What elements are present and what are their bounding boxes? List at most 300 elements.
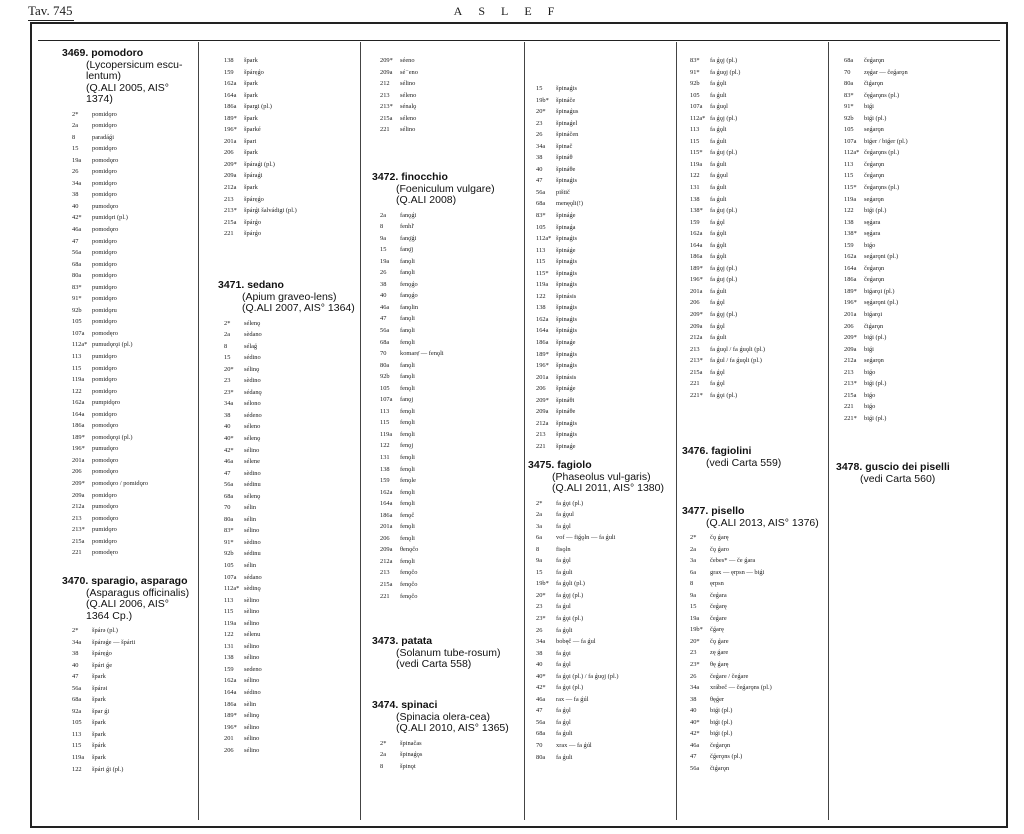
dialect-form: šparké [244, 126, 261, 134]
table-row [844, 321, 1004, 333]
dialect-form: špinaǵis [556, 419, 577, 427]
location-code: 46a [690, 741, 700, 749]
dialect-form: seǵarǫn [864, 195, 884, 203]
location-code: 221 [380, 126, 390, 134]
location-code: 119a [536, 281, 549, 289]
dialect-form: špárǝi [92, 684, 108, 692]
location-code: 46a [536, 695, 546, 703]
table-row [224, 398, 358, 410]
table-row [844, 78, 1004, 90]
location-code: 38 [224, 411, 231, 419]
dialect-form: fa ǵǫli [556, 626, 573, 634]
table-row [72, 386, 194, 398]
location-code: 9a [380, 234, 387, 242]
dialect-form: sélene [244, 458, 260, 466]
location-code: 119a [690, 160, 703, 168]
entry-rows [62, 625, 194, 775]
entry-number: 3477. [682, 505, 709, 517]
table-row [536, 441, 674, 453]
dialect-form: špari [244, 137, 257, 145]
table-row [690, 159, 826, 171]
table-row [690, 182, 826, 194]
table-row [380, 101, 522, 113]
location-code: 19a [690, 614, 700, 622]
location-code: 9a [690, 591, 697, 599]
table-row [536, 337, 674, 349]
location-code: 68a [72, 260, 82, 268]
location-code: 162a [844, 253, 857, 261]
table-row [72, 259, 194, 271]
location-code: 15 [536, 568, 543, 576]
dialect-form: pumidǫri (pl.) [92, 214, 128, 222]
dialect-form: pištič [556, 188, 570, 196]
table-row [224, 375, 358, 387]
dialect-form: fa ǵǫli [710, 253, 727, 261]
location-code: 213 [690, 345, 700, 353]
location-code: 92b [72, 306, 82, 314]
location-code: 113 [536, 246, 546, 254]
location-code: 19b* [536, 96, 549, 104]
dialect-form: pomidǫro [92, 191, 117, 199]
table-row [690, 740, 826, 752]
table-row [536, 498, 674, 510]
location-code: 138 [690, 195, 700, 203]
table-row [224, 147, 356, 159]
table-row [72, 443, 194, 455]
dialect-form: bobęč — fa ǵul [556, 638, 596, 646]
dialect-form: sèlino [244, 608, 260, 616]
entry-name: sedano [247, 279, 284, 291]
location-code: 213* [224, 207, 237, 215]
entry-name: fagiolo [557, 459, 592, 471]
table-row [536, 106, 674, 118]
location-code: 213 [536, 431, 546, 439]
location-code: 215a [380, 114, 393, 122]
dialect-form: fanǫǵo [400, 292, 418, 300]
entry-rows [224, 55, 356, 240]
table-row [224, 606, 358, 618]
location-code: 138 [536, 304, 546, 312]
entry-3476 [682, 446, 826, 469]
entry-rows [536, 83, 674, 453]
location-code: 215a [72, 537, 85, 545]
location-code: 42* [536, 684, 546, 692]
dialect-form: špináčen [556, 131, 579, 139]
location-code: 56a [536, 718, 546, 726]
location-code: 23* [690, 661, 700, 669]
dialect-form: pomodǫro [92, 422, 119, 430]
location-code: 34a [72, 638, 82, 646]
table-row [224, 491, 358, 503]
dialect-form: seǵarǫn [864, 126, 884, 134]
dialect-form: fa ǵǫli [710, 80, 727, 88]
dialect-form: fanǫǵi [400, 211, 417, 219]
dialect-form: xrábeč — čeǵarǫns (pl.) [710, 684, 772, 692]
location-code: 23* [536, 614, 546, 622]
dialect-form: biǵi [864, 345, 874, 353]
dialect-form: fa ǵǫi (pl.) [556, 684, 584, 692]
location-code: 70 [380, 350, 387, 358]
location-code: 122 [72, 387, 82, 395]
location-code: 221 [380, 592, 390, 600]
location-code: 3a [690, 557, 697, 565]
location-code: 38 [536, 649, 543, 657]
entry-latin: (Asparagus officinalis) [86, 586, 190, 599]
location-code: 92b [380, 373, 390, 381]
table-row [72, 351, 194, 363]
dialect-form: fa ǵǫl [556, 718, 571, 726]
dialect-form: fa ǵǫl [710, 380, 725, 388]
table-row [380, 761, 522, 773]
location-code: 221 [690, 380, 700, 388]
entry-name: fagiolini [711, 445, 752, 457]
dialect-form: fa ǵuli [710, 184, 727, 192]
location-code: 46a [72, 225, 82, 233]
location-code: 83* [224, 527, 234, 535]
table-row [690, 659, 826, 671]
table-row [536, 406, 674, 418]
table-row [224, 113, 356, 125]
location-code: 209* [690, 311, 703, 319]
dialect-form: špári ǵe [92, 661, 113, 669]
location-code: 26 [690, 672, 697, 680]
location-code: 105 [380, 384, 390, 392]
entry-3477-continued [844, 52, 1004, 425]
table-row [690, 624, 826, 636]
location-code: 2* [536, 499, 543, 507]
table-row [690, 355, 826, 367]
location-code: 215a [690, 368, 703, 376]
dialect-form: fa ǵuǫl / fa ǵuǫli (pl.) [710, 345, 766, 353]
dialect-form: pumidǫro [92, 526, 117, 534]
location-code: 206 [690, 299, 700, 307]
location-code: 20* [224, 365, 234, 373]
location-code: 122 [844, 207, 854, 215]
dialect-form: fa ǵǫl [556, 557, 571, 565]
table-row [536, 95, 674, 107]
table-row [72, 752, 194, 764]
dialect-form: pomodęro [92, 549, 118, 557]
location-code: 15 [224, 354, 231, 362]
location-code: 2a [380, 211, 387, 219]
location-code: 40* [224, 434, 234, 442]
entry-rows [372, 738, 522, 773]
table-row [380, 244, 522, 256]
entry-heading [836, 462, 1004, 485]
location-code: 164a [72, 410, 85, 418]
location-code: 131 [380, 453, 390, 461]
location-code: 23 [690, 649, 697, 657]
table-row [844, 205, 1004, 217]
location-code: 68a [536, 200, 546, 208]
dialect-form: pomodǫro [92, 456, 119, 464]
table-row [72, 524, 194, 536]
dialect-form: fenǫčo [400, 581, 418, 588]
location-code: 56a [380, 326, 390, 334]
location-code: 113 [224, 596, 234, 604]
dialect-form: špark [244, 149, 258, 157]
dialect-form: biǵi (pl.) [864, 114, 887, 122]
table-row [844, 286, 1004, 298]
table-row [72, 305, 194, 317]
location-code: 115 [72, 742, 82, 750]
table-row [224, 699, 358, 711]
dialect-form: fa ǵuj (pl.) [710, 276, 738, 284]
table-row [224, 572, 358, 584]
location-code: 38 [72, 650, 79, 658]
dialect-form: špináθe [556, 408, 576, 416]
dialect-form: špináǵis [556, 327, 577, 335]
dialect-form: sélino [400, 80, 416, 88]
location-code: 186a [224, 700, 237, 708]
dialect-form: sèdano [244, 331, 262, 339]
location-code: 38 [536, 154, 543, 162]
table-row [690, 205, 826, 217]
entry-reference: (Q.ALI 2013, AIS° 1376) [706, 516, 819, 529]
table-row [690, 67, 826, 79]
location-code: 213* [380, 103, 393, 111]
entry-number: 3478. [836, 461, 863, 473]
dialect-form: sèdino [244, 377, 261, 385]
table-row [72, 166, 194, 178]
location-code: 221 [72, 549, 82, 557]
table-row [224, 90, 356, 102]
location-code: 196* [536, 362, 549, 370]
table-row [536, 175, 674, 187]
dialect-form: fenǫli [400, 465, 415, 473]
dialect-form: čǫ ǵarę [710, 534, 729, 541]
table-row [536, 291, 674, 303]
dialect-form: sélin [244, 561, 257, 569]
dialect-form: sé⁻eno [400, 68, 418, 76]
location-code: 189* [72, 433, 85, 441]
dialect-form: čeǵarǫn [864, 160, 885, 168]
location-code: 46a [224, 458, 234, 466]
location-code: 40 [224, 423, 231, 431]
dialect-form: sélino [244, 446, 260, 454]
table-row [224, 618, 358, 630]
dialect-form: biǵer / biǵer (pl.) [864, 137, 908, 145]
location-code: 19b* [536, 580, 549, 588]
table-row [380, 360, 522, 372]
entry-heading [372, 700, 522, 735]
dialect-form: sélenu [244, 631, 261, 639]
dialect-form: pomidǫro [92, 318, 117, 326]
location-code: 164a [224, 689, 237, 696]
table-row [844, 263, 1004, 275]
table-row [536, 578, 674, 590]
dialect-form: biǵi (pl.) [710, 707, 733, 715]
table-row [224, 548, 358, 560]
entry-reference: (Q.ALI 2007, AIS° 1364) [242, 302, 355, 314]
table-row [536, 349, 674, 361]
dialect-form: sénalǫ [400, 103, 417, 111]
dialect-form: pomidǫro [92, 410, 117, 418]
location-code: 56a [224, 481, 234, 489]
location-code: 215a [844, 391, 857, 399]
table-row [72, 143, 194, 155]
location-code: 19a [72, 156, 82, 164]
dialect-form: fa ǵǫul [710, 172, 728, 180]
column-divider [828, 42, 829, 820]
table-row [224, 352, 358, 364]
location-code: 119a [380, 430, 393, 438]
table-row [536, 164, 674, 176]
location-code: 201a [224, 137, 237, 145]
dialect-form: špark [244, 91, 258, 99]
table-row [72, 717, 194, 729]
column-divider [524, 42, 525, 820]
dialect-form: pumidǫro [92, 283, 117, 291]
location-code: 40 [72, 661, 79, 669]
location-code: 115 [536, 258, 546, 266]
table-row [224, 583, 358, 595]
entry-rows [62, 109, 194, 559]
table-row [380, 290, 522, 302]
location-code: 112a* [844, 149, 860, 157]
location-code: 119a [844, 195, 857, 203]
location-code: 68a [844, 57, 854, 64]
table-row [380, 738, 522, 750]
dialect-form: pumpidǫro [92, 399, 121, 407]
table-row [224, 710, 358, 722]
dialect-form: čiǵarǫn [710, 764, 730, 772]
location-code: 105 [72, 318, 82, 326]
table-row [690, 136, 826, 148]
table-row [72, 466, 194, 478]
dialect-form: špináǵe [556, 246, 576, 254]
table-row [224, 170, 356, 182]
dialect-form: pumudǫro [92, 445, 119, 453]
dialect-form: fenǫle [400, 477, 416, 485]
dialect-form: fanǫli [400, 373, 415, 381]
entry-latin: (Solanum tube-rosum) [396, 646, 501, 659]
location-code: 212a [380, 557, 393, 565]
entry-number: 3476. [682, 445, 709, 457]
table-row [690, 344, 826, 356]
location-code: 92b [690, 80, 700, 88]
dialect-form: čeǵarǫn [864, 57, 885, 64]
location-code: 209* [72, 480, 85, 487]
dialect-form: špárẹǵo [244, 68, 264, 76]
location-code: 122 [690, 172, 700, 180]
table-row [690, 194, 826, 206]
entry-heading [372, 172, 522, 207]
location-code: 122 [72, 765, 82, 773]
table-row [690, 113, 826, 125]
dialect-form: biǵo [864, 403, 876, 411]
location-code: 212a [72, 503, 85, 511]
dialect-form: fanǫj [400, 396, 414, 404]
table-row [224, 159, 356, 171]
dialect-form: fenǫli [400, 419, 415, 427]
dialect-form: čeǵare / čeǵare [710, 672, 749, 680]
location-code: 26 [536, 131, 543, 139]
table-row [224, 228, 356, 240]
location-code: 159 [224, 665, 234, 673]
entry-number: 3469. [62, 47, 89, 59]
dialect-form: čǫ ǵare [710, 637, 729, 645]
dialect-form: špári ǵi (pl.) [92, 765, 124, 773]
entry-number: 3471. [218, 279, 245, 291]
location-code: 113 [72, 352, 82, 360]
location-code: 138* [690, 207, 703, 215]
dialect-form: biǵi (pl.) [864, 207, 887, 215]
table-row [380, 210, 522, 222]
dialect-form: pomidǫro [92, 168, 117, 176]
table-row [72, 625, 194, 637]
table-row [72, 420, 194, 432]
location-code: 213 [844, 368, 854, 376]
entry-heading [682, 506, 826, 529]
dialect-form: čǵarę [710, 626, 724, 634]
dialect-form: fa ǵuǫl [710, 103, 728, 111]
table-row [380, 440, 522, 452]
table-row [536, 544, 674, 556]
entry-rows [218, 318, 358, 757]
dialect-form: fenhl' [400, 223, 415, 231]
table-row [536, 372, 674, 384]
entry-latin: (Lycopersicum escu-lentum) [86, 58, 183, 82]
entry-3473 [372, 636, 522, 671]
table-row [690, 55, 826, 67]
dialect-form: fa ǵǫli [710, 126, 727, 134]
dialect-form: špinaǵis [556, 258, 577, 266]
entry-rows [682, 532, 826, 774]
table-row [536, 279, 674, 291]
location-code: 47 [72, 237, 79, 245]
location-code: 2a [224, 331, 231, 339]
dialect-form: biǵi (pl.) [710, 730, 733, 738]
dialect-form: sédino [244, 689, 261, 696]
dialect-form: fa ǵuli [710, 334, 727, 342]
location-code: 213 [380, 569, 390, 577]
entry-latin: (Foeniculum vulgare) [396, 182, 495, 195]
dialect-form: fa ǵǫi (pl.) [556, 614, 584, 622]
entry-latin: (Phaseolus vul-garis) [552, 470, 651, 483]
table-row [380, 124, 522, 136]
location-code: 83* [844, 91, 854, 99]
location-code: 6a [536, 534, 543, 542]
table-row [690, 636, 826, 648]
location-code: 186a [224, 103, 237, 111]
table-row [224, 364, 358, 376]
table-row [690, 274, 826, 286]
location-code: 47 [690, 753, 697, 761]
table-row [536, 625, 674, 637]
dialect-form: čiǵarǫn [864, 322, 884, 330]
table-row [844, 332, 1004, 344]
table-row [536, 682, 674, 694]
location-code: 201a [844, 311, 857, 319]
table-row [536, 590, 674, 602]
location-code: 2a [72, 122, 79, 130]
location-code: 83* [72, 283, 82, 291]
table-row [380, 510, 522, 522]
entry-3472 [372, 172, 522, 602]
location-code: 212a [690, 334, 703, 342]
table-row [690, 728, 826, 740]
dialect-form: špáraǵi (pl.) [244, 160, 275, 168]
dialect-form: fa ǵul / fa ǵuǫli (pl.) [710, 357, 762, 365]
location-code: 212a [844, 357, 857, 365]
location-code: 70 [224, 504, 231, 512]
location-code: 209* [380, 57, 393, 64]
location-code: 138 [380, 465, 390, 473]
location-code: 8 [536, 545, 540, 553]
location-code: 68a [72, 696, 82, 704]
dialect-form: čeǵarǫn [710, 741, 731, 749]
